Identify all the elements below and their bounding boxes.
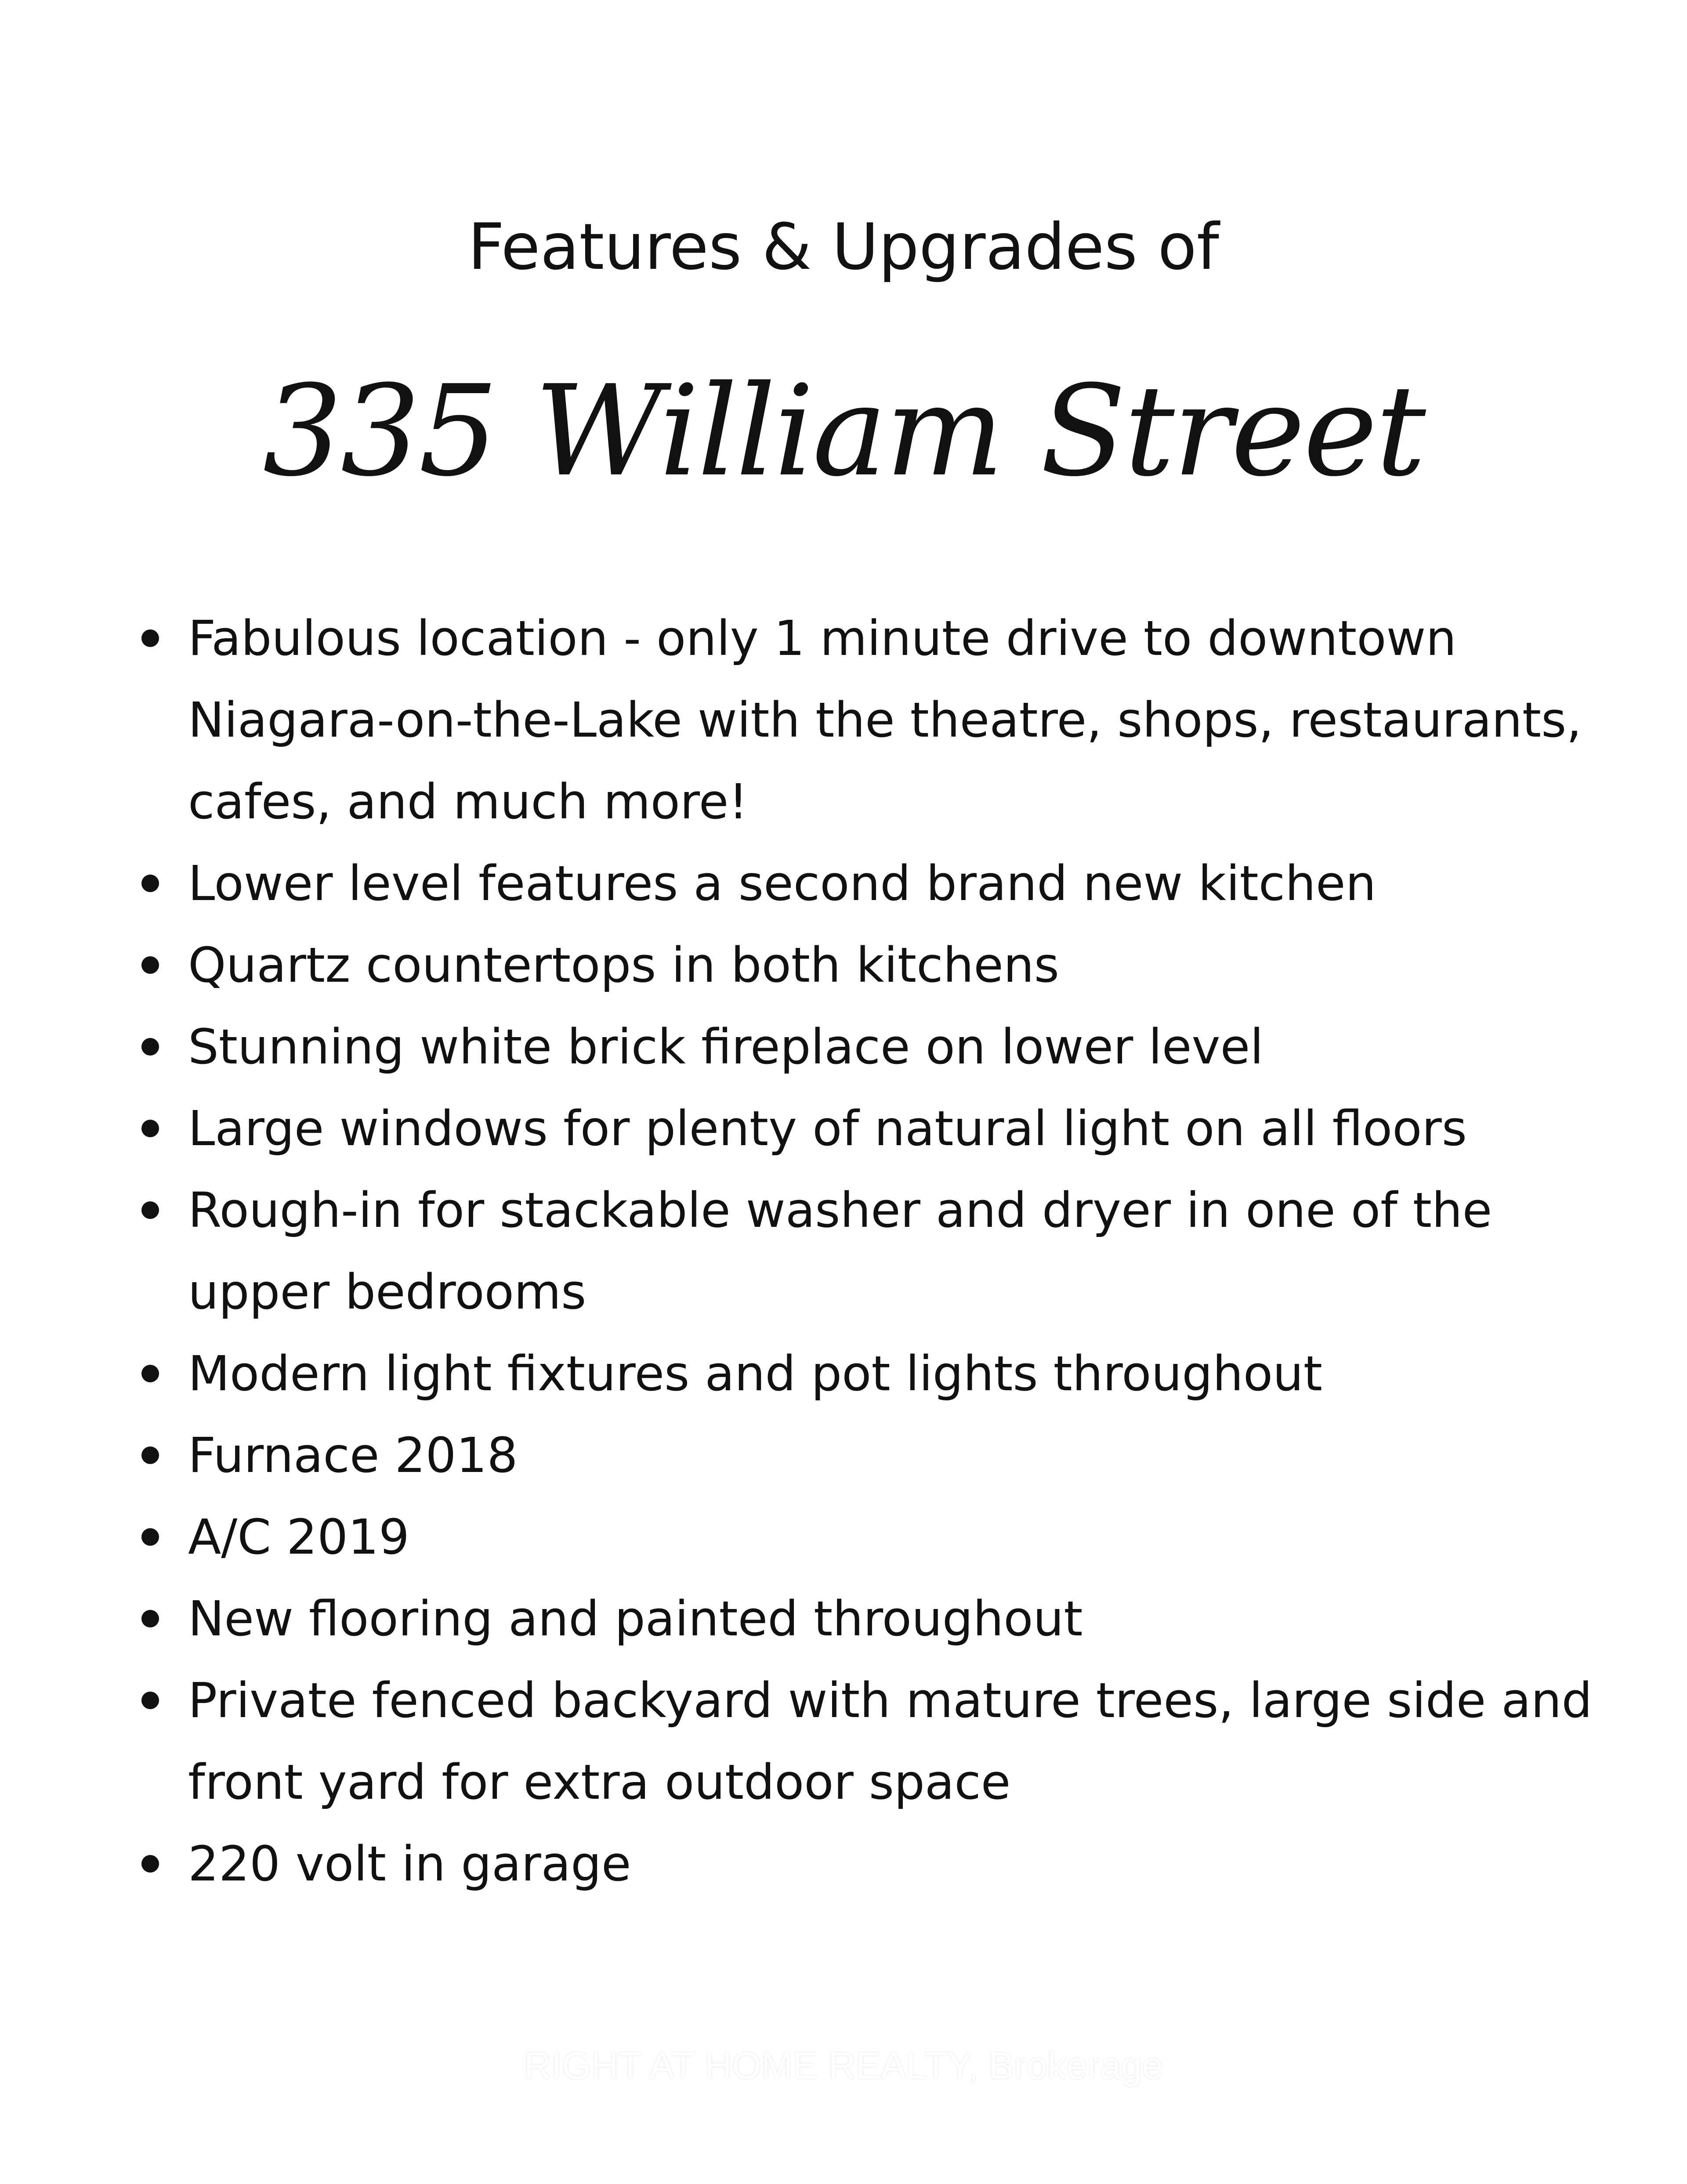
feature-item — [132, 1496, 1617, 1578]
feature-item — [132, 1414, 1617, 1496]
feature-item — [132, 1088, 1617, 1169]
bullet-icon — [141, 1610, 159, 1627]
feature-text: Private fenced backyard with mature trees, large side and front yard for extra outdoor space — [188, 1672, 1593, 1810]
feature-item — [132, 1169, 1617, 1333]
bullet-icon — [141, 956, 159, 974]
feature-text: New flooring and painted throughout — [188, 1591, 1083, 1647]
bullet-icon — [141, 1120, 159, 1137]
bullet-icon — [141, 1855, 159, 1873]
brokerage-watermark: RIGHT AT HOME REALTY, Brokerage — [524, 2045, 1163, 2087]
feature-item — [132, 924, 1617, 1006]
bullet-icon — [141, 1038, 159, 1056]
bullet-icon — [141, 1201, 159, 1219]
feature-item — [132, 843, 1617, 924]
features-list — [132, 597, 1617, 1905]
feature-text: Large windows for plenty of natural light on all floors — [188, 1100, 1467, 1157]
feature-text: Fabulous location - only 1 minute drive to downtown Niagara-on-the-Lake with the theatre, shops, restaurants, cafes, and much more! — [188, 610, 1582, 830]
feature-item — [132, 1660, 1617, 1823]
feature-text: Furnace 2018 — [188, 1427, 518, 1483]
feature-text: Quartz countertops in both kitchens — [188, 937, 1060, 993]
intro-heading: Features & Upgrades of — [467, 210, 1220, 284]
feature-text: 220 volt in garage — [188, 1836, 631, 1892]
feature-item — [132, 1578, 1617, 1660]
feature-text: Stunning white brick fireplace on lower level — [188, 1019, 1263, 1075]
feature-item — [132, 597, 1617, 843]
bullet-icon — [141, 1365, 159, 1382]
feature-item — [132, 1333, 1617, 1414]
feature-text: Rough-in for stackable washer and dryer in one of the upper bedrooms — [188, 1182, 1492, 1320]
bullet-icon — [141, 1446, 159, 1464]
bullet-icon — [141, 629, 159, 647]
bullet-icon — [141, 1692, 159, 1709]
bullet-icon — [141, 875, 159, 892]
feature-text: Lower level features a second brand new kitchen — [188, 855, 1376, 911]
feature-text: A/C 2019 — [188, 1509, 410, 1565]
feature-item — [132, 1006, 1617, 1088]
property-title: 335 William Street — [263, 358, 1424, 504]
feature-text: Modern light fixtures and pot lights throughout — [188, 1345, 1322, 1402]
bullet-icon — [141, 1528, 159, 1546]
feature-item — [132, 1823, 1617, 1905]
